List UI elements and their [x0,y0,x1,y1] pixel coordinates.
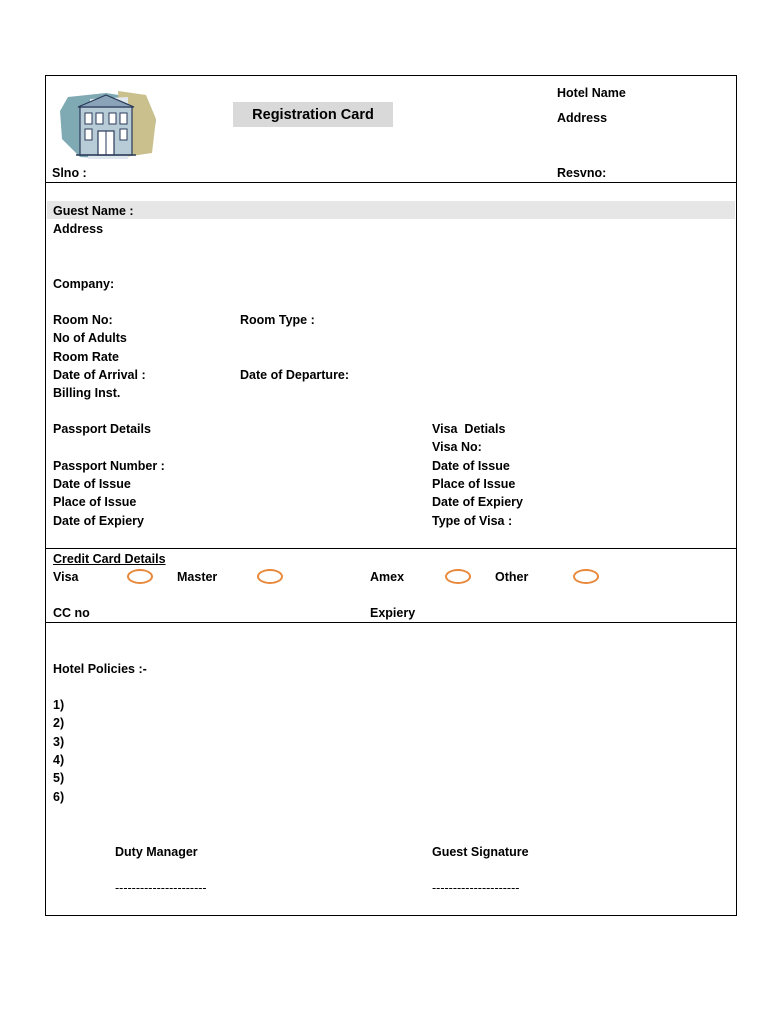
guest-name-bar [47,201,735,219]
guest-address-label: Address [53,222,104,236]
header-divider [45,182,737,183]
policies-divider [45,622,737,623]
cc-option-other-label: Other [495,570,529,584]
policy-item: 5) [53,771,65,785]
guest-name-label: Guest Name : [53,204,134,218]
room-no-label: Room No: [53,313,113,327]
credit-card-divider [45,548,737,549]
policy-item: 3) [53,735,65,749]
page-title: Registration Card [233,102,393,127]
passport-details-heading: Passport Details [53,422,151,436]
cc-master-radio[interactable] [257,569,283,584]
date-of-departure-label: Date of Departure: [240,368,350,382]
visa-no-label: Visa No: [432,440,482,454]
room-type-label: Room Type : [240,313,315,327]
billing-inst-label: Billing Inst. [53,386,121,400]
hotel-policies-heading: Hotel Policies :- [53,662,147,676]
duty-manager-signature-line: ---------------------- [115,881,207,895]
visa-date-of-issue-label: Date of Issue [432,459,510,473]
type-of-visa-label: Type of Visa : [432,514,513,528]
no-of-adults-label: No of Adults [53,331,127,345]
resvno-label: Resvno: [557,166,607,180]
date-of-arrival-label: Date of Arrival : [53,368,146,382]
visa-details-heading: Visa Detials [432,422,506,436]
cc-visa-radio[interactable] [127,569,153,584]
cc-amex-radio[interactable] [445,569,471,584]
visa-date-of-expiry-label: Date of Expiery [432,495,524,509]
hotel-address-label: Address [557,111,608,125]
cc-option-visa-label: Visa [53,570,79,584]
guest-signature-label: Guest Signature [432,845,529,859]
hotel-building-icon [58,89,158,161]
policy-item: 6) [53,790,65,804]
duty-manager-label: Duty Manager [115,845,198,859]
policy-item: 2) [53,716,65,730]
passport-date-of-issue-label: Date of Issue [53,477,131,491]
policy-item: 4) [53,753,65,767]
company-label: Company: [53,277,115,291]
passport-place-of-issue-label: Place of Issue [53,495,137,509]
cc-option-amex-label: Amex [370,570,405,584]
policy-item: 1) [53,698,65,712]
guest-signature-line: --------------------- [432,881,520,895]
room-rate-label: Room Rate [53,350,119,364]
slno-label: Slno : [52,166,87,180]
cc-expiry-label: Expiery [370,606,416,620]
passport-number-label: Passport Number : [53,459,165,473]
cc-no-label: CC no [53,606,90,620]
visa-place-of-issue-label: Place of Issue [432,477,516,491]
passport-date-of-expiry-label: Date of Expiery [53,514,145,528]
cc-option-master-label: Master [177,570,218,584]
hotel-name-label: Hotel Name [557,86,626,100]
cc-other-radio[interactable] [573,569,599,584]
credit-card-heading: Credit Card Details [53,552,166,566]
